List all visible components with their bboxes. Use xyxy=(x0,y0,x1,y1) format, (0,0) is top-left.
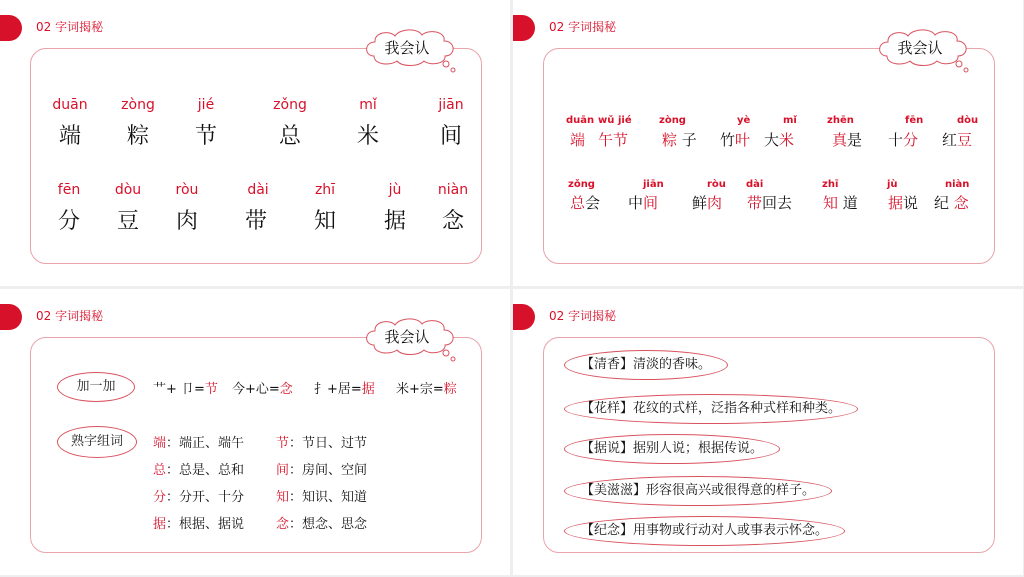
word: 总会 xyxy=(570,194,601,212)
pinyin: fēn xyxy=(57,182,81,198)
thought-bubble xyxy=(362,28,458,66)
pinyin: dài xyxy=(746,179,764,190)
content-box xyxy=(30,48,482,264)
hanzi: 总 xyxy=(278,124,301,149)
word-group: 据：根据、据说 xyxy=(153,517,245,532)
section-tab-marker xyxy=(513,15,535,41)
group-label: 熟字组词 xyxy=(57,426,137,458)
word: 粽 子 xyxy=(662,131,697,149)
hanzi: 分 xyxy=(57,209,80,234)
pinyin: zǒng xyxy=(273,97,307,113)
word: 据说 xyxy=(888,194,919,212)
pinyin: mǐ xyxy=(783,115,797,126)
pinyin: jié xyxy=(197,97,215,113)
word: 鲜肉 xyxy=(692,194,723,212)
word-group: 端：端正、端午 xyxy=(153,436,245,451)
equation: 艹+ 卩=节 xyxy=(153,382,218,397)
slide-panel-3 xyxy=(0,289,510,575)
equation: 米+宗=粽 xyxy=(396,382,457,397)
word: 端 xyxy=(570,131,586,149)
section-title: 02 字词揭秘 xyxy=(549,20,617,34)
slide-panel-2 xyxy=(513,0,1023,286)
pinyin: ròu xyxy=(707,179,726,190)
word-group: 念：想念、思念 xyxy=(276,517,368,532)
section-tab-marker xyxy=(0,304,22,330)
slide-panel-1 xyxy=(0,0,510,286)
content-box xyxy=(543,337,995,553)
pinyin: zòng xyxy=(659,115,686,126)
pinyin: duān xyxy=(566,115,595,126)
hanzi: 据 xyxy=(383,209,406,234)
word: 纪 念 xyxy=(934,194,969,212)
word-group: 知：知识、知道 xyxy=(276,490,368,505)
pinyin: ròu xyxy=(175,182,199,198)
hanzi: 节 xyxy=(194,124,217,149)
pinyin: jù xyxy=(388,182,402,198)
bubble-label: 我会认 xyxy=(897,39,943,57)
equation: 今+心=念 xyxy=(232,382,293,397)
section-title: 02 字词揭秘 xyxy=(36,20,104,34)
hanzi: 端 xyxy=(58,124,81,149)
pinyin: zòng xyxy=(121,97,155,113)
pinyin: jù xyxy=(887,179,898,190)
word-group: 间：房间、空间 xyxy=(276,463,368,478)
pinyin: dài xyxy=(247,182,269,198)
pinyin: duān xyxy=(52,97,88,113)
definition-item: 【清香】清淡的香味。 xyxy=(564,350,728,380)
pinyin: jiān xyxy=(643,179,664,190)
word-group: 总：总是、总和 xyxy=(153,463,245,478)
word: 带回去 xyxy=(747,194,793,212)
thought-bubble xyxy=(362,317,458,355)
word-group: 分：分开、十分 xyxy=(153,490,245,505)
pinyin: fēn xyxy=(905,115,924,126)
hanzi: 粽 xyxy=(126,124,149,149)
pinyin: dòu xyxy=(957,115,979,126)
definition-item: 【美滋滋】形容很高兴或很得意的样子。 xyxy=(564,476,832,506)
section-tab-marker xyxy=(0,15,22,41)
hanzi: 米 xyxy=(356,124,379,149)
word: 红豆 xyxy=(942,131,973,149)
pinyin: zhī xyxy=(314,182,336,198)
hanzi: 肉 xyxy=(175,209,198,234)
bubble-label: 我会认 xyxy=(384,328,430,346)
definition-item: 【据说】据别人说；根据传说。 xyxy=(564,434,780,464)
pinyin: yè xyxy=(737,115,751,126)
hanzi: 间 xyxy=(439,124,462,149)
section-title: 02 字词揭秘 xyxy=(36,309,104,323)
hanzi: 带 xyxy=(244,209,267,234)
content-box xyxy=(543,48,995,264)
section-title: 02 字词揭秘 xyxy=(549,309,617,323)
definition-item: 【花样】花纹的式样，泛指各种式样和种类。 xyxy=(564,394,858,424)
word: 中间 xyxy=(628,194,659,212)
pinyin: wǔ xyxy=(598,115,615,126)
pinyin: zhēn xyxy=(827,115,854,126)
definition-item: 【纪念】用事物或行动对人或事表示怀念。 xyxy=(564,516,845,546)
slide-panel-4 xyxy=(513,289,1023,575)
pinyin: niàn xyxy=(945,179,970,190)
hanzi: 念 xyxy=(441,209,464,234)
pinyin: dòu xyxy=(114,182,142,198)
word: 真是 xyxy=(832,131,863,149)
word: 大米 xyxy=(764,131,795,149)
word-group: 节：节日、过节 xyxy=(276,436,368,451)
word: 知 道 xyxy=(823,194,858,212)
pinyin: jié xyxy=(618,115,632,126)
equation: 扌+居=据 xyxy=(314,382,375,397)
add-label: 加一加 xyxy=(57,372,135,402)
pinyin: niàn xyxy=(437,182,469,198)
bubble-label: 我会认 xyxy=(384,39,430,57)
pinyin: mǐ xyxy=(359,97,377,113)
hanzi: 豆 xyxy=(116,209,139,234)
word: 竹叶 xyxy=(720,131,751,149)
section-tab-marker xyxy=(513,304,535,330)
thought-bubble xyxy=(875,28,971,66)
hanzi: 知 xyxy=(313,209,336,234)
pinyin: jiān xyxy=(438,97,464,113)
content-box xyxy=(30,337,482,553)
word: 午节 xyxy=(598,131,629,149)
pinyin: zhī xyxy=(822,179,839,190)
pinyin: zǒng xyxy=(568,179,595,190)
word: 十分 xyxy=(888,131,919,149)
